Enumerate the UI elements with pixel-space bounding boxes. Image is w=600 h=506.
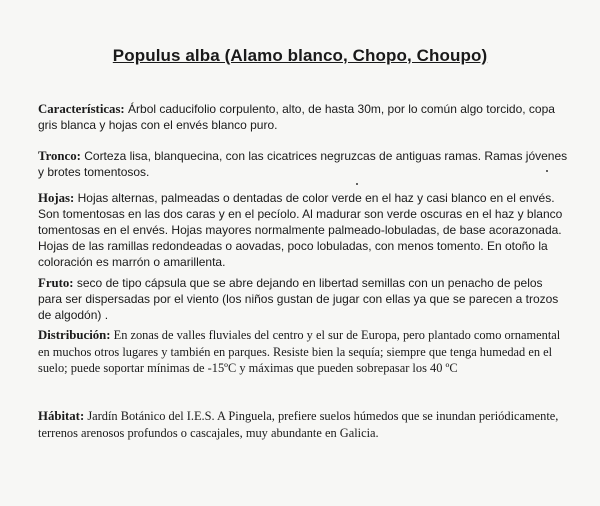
section-text: Árbol caducifolio corpulento, alto, de hasta 30m, por lo común algo torcido, copa gris blanca y hojas con el envés blanco puro. (38, 102, 555, 132)
section-text: Corteza lisa, blanquecina, con las cicatrices negruzcas de antiguas ramas. Ramas jóvenes y brotes tomentosos. (38, 149, 568, 179)
section-label: Distribución: (38, 328, 111, 342)
section-label: Tronco: (38, 149, 81, 163)
document-title: Populus alba (Alamo blanco, Chopo, Choupo) (112, 46, 488, 65)
scan-speck (546, 170, 548, 172)
section-caracteristicas (38, 101, 568, 133)
section-habitat (38, 408, 568, 441)
section-text: Jardín Botánico del I.E.S. A Pinguela, prefiere suelos húmedos que se inundan periódicamente, terrenos arenosos profundos o cascajales, muy abundante en Galicia. (38, 409, 559, 440)
section-distribucion (38, 327, 568, 377)
section-fruto (38, 275, 568, 323)
section-tronco (38, 148, 568, 180)
section-label: Hábitat: (38, 409, 85, 423)
section-label: Fruto: (38, 276, 74, 290)
scan-speck (356, 183, 358, 185)
section-label: Hojas: (38, 191, 75, 205)
section-text: En zonas de valles fluviales del centro y el sur de Europa, pero plantado como ornamental en muchos otros lugares y también en parques. Resiste bien la sequía; siempre que tenga humedad en el suelo; puede soportar mínimas de -15ºC y máximas que pueden sobrepasar los 40 ºC (38, 328, 561, 376)
section-text: seco de tipo cápsula que se abre dejando en libertad semillas con un penacho de pelos para ser dispersadas por el viento (los niños gustan de jugar con ellas ya que se parecen a trozos de algodón) . (38, 276, 559, 322)
section-hojas (38, 190, 568, 270)
section-label: Características: (38, 102, 125, 116)
section-text: Hojas alternas, palmeadas o dentadas de color verde en el haz y casi blanco en el envés. Son tomentosas en las dos caras y en el pecíolo. Al madurar son verde oscuras en el haz y blanco tomentosas en el envés. Hojas mayores normalmente palmeado-lobuladas, de base acorazonada. Hojas de las ramillas redondeadas o aovadas, poco lobuladas, con menos tomento. En otoño la coloración es marrón o amarillenta. (38, 191, 563, 269)
